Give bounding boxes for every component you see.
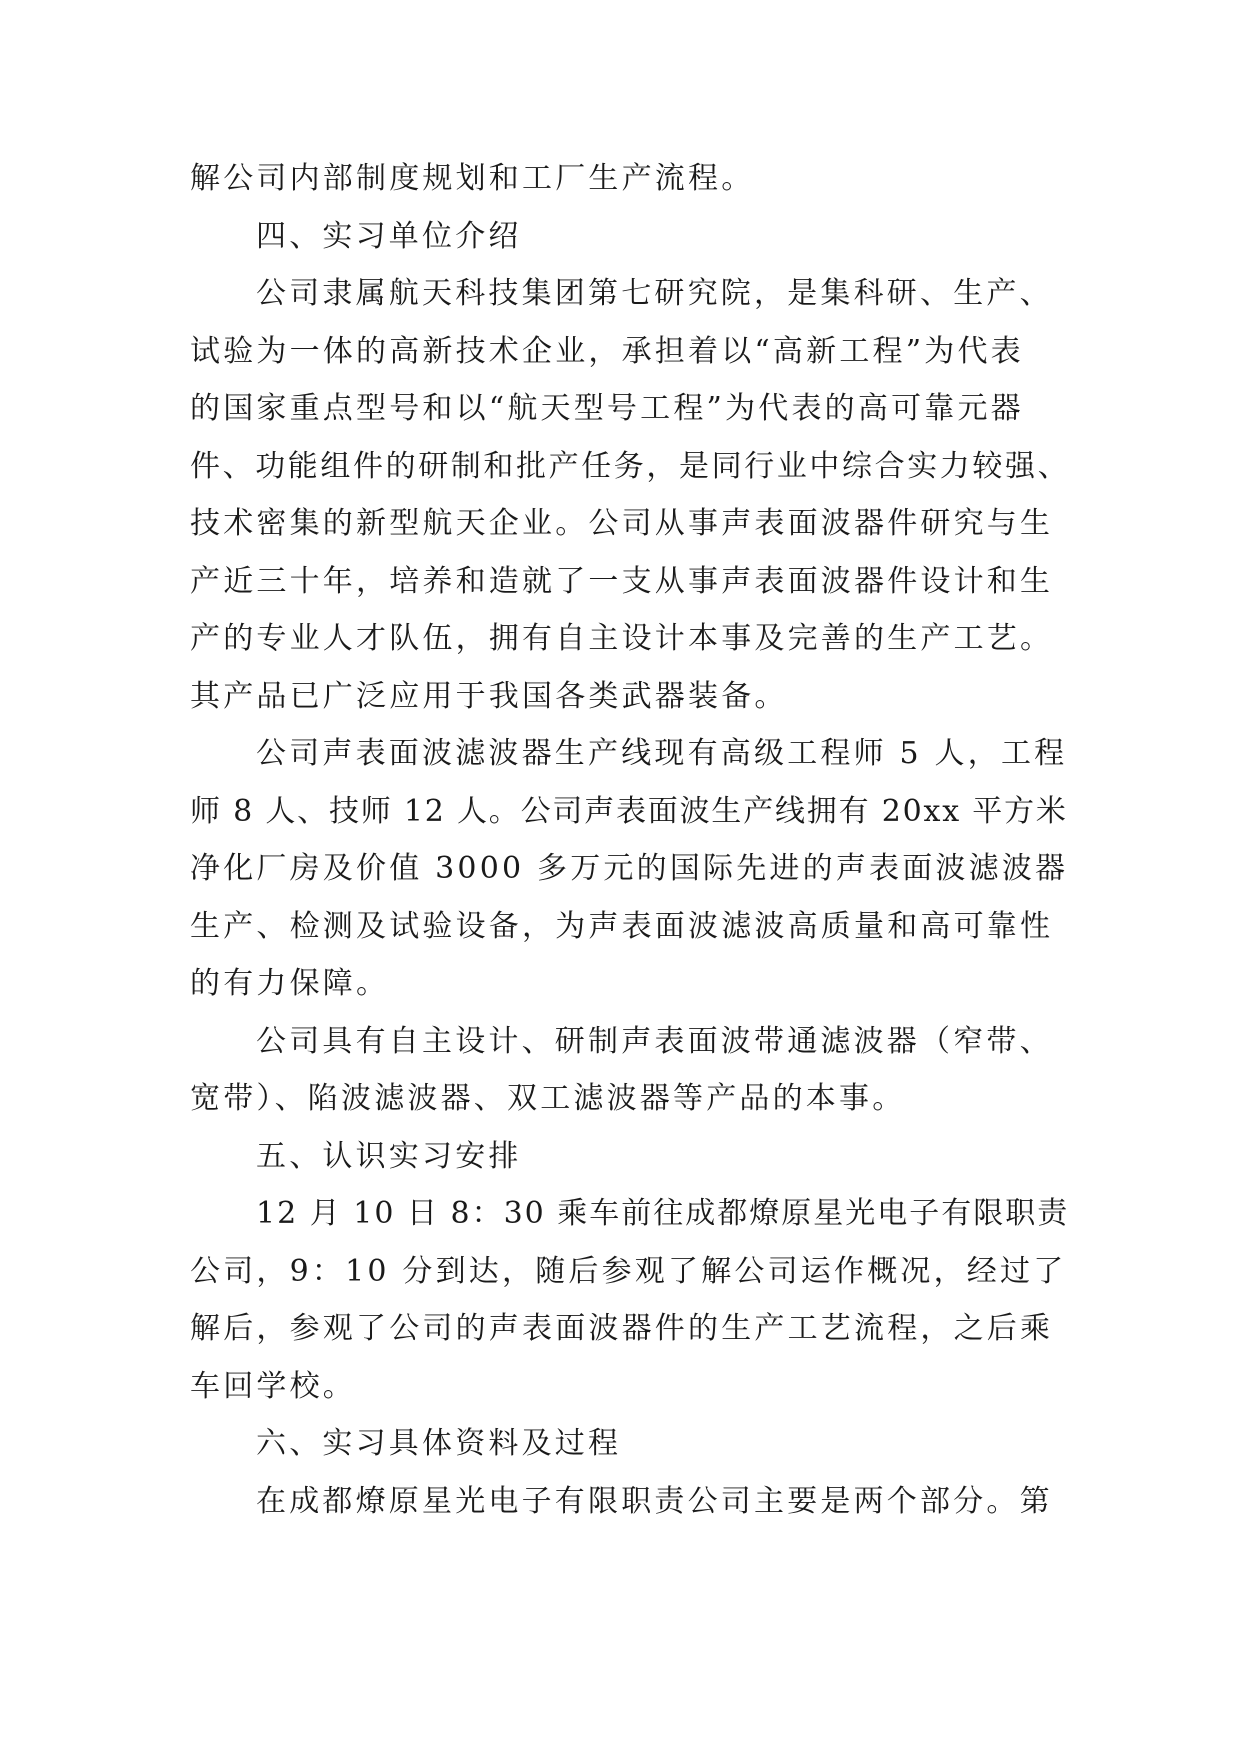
text-line: 试验为一体的高新技术企业，承担着以“高新工程”为代表 — [190, 333, 1024, 369]
text-line: 车回学校。 — [190, 1368, 356, 1404]
text-line: 的有力保障。 — [190, 966, 390, 1001]
document-body — [190, 150, 1070, 1530]
text-line: 件、功能组件的研制和批产任务，是同行业中综合实力较强、 — [190, 448, 1071, 484]
text-line: 其产品已广泛应用于我国各类武器装备。 — [190, 678, 788, 714]
text-line: 公司隶属航天科技集团第七研究院，是集科研、生产、 — [256, 276, 1053, 311]
section-heading: 六、实习具体资料及过程 — [256, 1426, 622, 1461]
text-line: 的国家重点型号和以“航天型号工程”为代表的高可靠元器 — [190, 391, 1024, 426]
text-line: 公司具有自主设计、研制声表面波带通滤波器（窄带、 — [256, 1023, 1053, 1059]
text-line: 12 月 10 日 8：30 乘车前往成都燎原星光电子有限职责 — [256, 1196, 1070, 1231]
text-line: 技术密集的新型航天企业。公司从事声表面波器件研究与生 — [190, 506, 1054, 541]
section-heading: 四、实习单位介绍 — [256, 218, 522, 254]
text-line: 产近三十年，培养和造就了一支从事声表面波器件设计和生 — [190, 563, 1054, 599]
text-line: 净化厂房及价值 3000 多万元的国际先进的声表面波滤波器 — [190, 851, 1069, 886]
text-line: 产的专业人才队伍，拥有自主设计本事及完善的生产工艺。 — [190, 621, 1054, 656]
text-line: 在成都燎原星光电子有限职责公司主要是两个部分。第 — [256, 1483, 1053, 1519]
section-heading: 五、认识实习安排 — [256, 1138, 522, 1174]
text-line: 公司，9：10 分到达，随后参观了解公司运作概况，经过了 — [190, 1253, 1067, 1289]
text-line: 解后，参观了公司的声表面波器件的生产工艺流程，之后乘 — [190, 1311, 1054, 1346]
text-line: 公司声表面波滤波器生产线现有高级工程师 5 人，工程 — [256, 736, 1068, 771]
text-line: 生产、检测及试验设备，为声表面波滤波高质量和高可靠性 — [190, 908, 1054, 944]
text-line: 宽带）、陷波滤波器、双工滤波器等产品的本事。 — [190, 1081, 906, 1116]
text-line: 解公司内部制度规划和工厂生产流程。 — [190, 161, 755, 196]
text-line: 师 8 人、技师 12 人。公司声表面波生产线拥有 20xx 平方米 — [190, 793, 1068, 829]
